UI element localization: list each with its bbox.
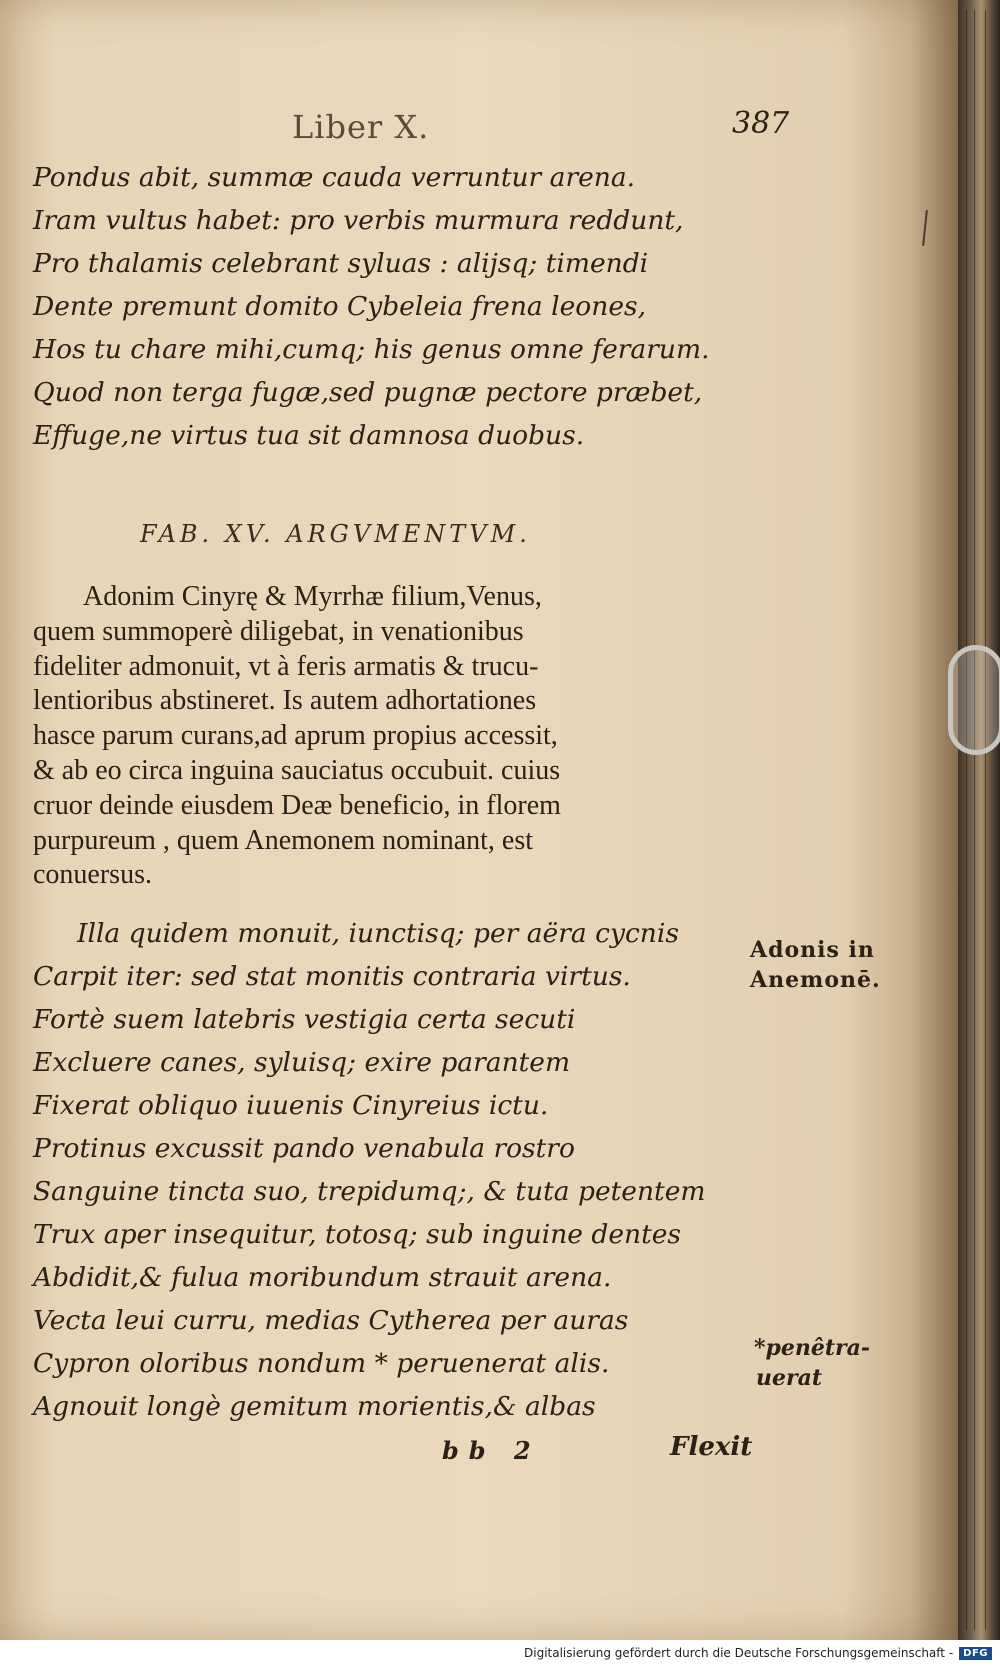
- verse-line: Pondus abit, summæ cauda verruntur arena.: [33, 162, 636, 193]
- argument-paragraph: [33, 580, 743, 893]
- page-clip: [948, 645, 1000, 755]
- verse-line: Fixerat obliquo iuuenis Cinyreius ictu.: [33, 1090, 549, 1121]
- edge-line: [985, 10, 986, 1630]
- prose-line: & ab eo circa inguina sauciatus occubuit. cuius: [33, 754, 561, 786]
- verse-line: Hos tu chare mihi,cumq; his genus omne ferarum.: [33, 334, 710, 365]
- verse-block-top: [33, 156, 733, 457]
- prose-line: hasce parum curans,ad aprum propius accessit,: [33, 720, 558, 752]
- fable-heading: FAB. XV. ARGVMENTVM.: [140, 520, 531, 548]
- verse-line: Excluere canes, syluisq; exire parantem: [33, 1047, 571, 1078]
- edge-line: [966, 10, 967, 1630]
- marginal-note-line: Adonis in: [750, 937, 875, 963]
- credit-text: Digitalisierung gefördert durch die Deutsche Forschungsgemeinschaft -: [524, 1646, 954, 1660]
- verse-line: Vecta leui curru, medias Cytherea per auras: [33, 1305, 629, 1336]
- verse-line: Carpit iter: sed stat monitis contraria virtus.: [33, 961, 631, 992]
- marginal-note-line: *penêtra-: [754, 1335, 871, 1361]
- marginal-note-line: Anemonē.: [750, 967, 881, 993]
- prose-line: Adonim Cinyrę & Myrrhæ filium,Venus,: [83, 581, 542, 612]
- page-number: 387: [732, 106, 790, 141]
- verse-line: Iram vultus habet: pro verbis murmura reddunt,: [33, 205, 684, 236]
- verse-line: Fortè suem latebris vestigia certa secuti: [33, 1004, 576, 1035]
- prose-line: cruor deinde eiusdem Deæ beneficio, in florem: [33, 789, 561, 821]
- verse-line: Effuge,ne virtus tua sit damnosa duobus.: [33, 420, 585, 451]
- prose-line: conuersus.: [33, 859, 152, 891]
- catchword: Flexit: [670, 1432, 753, 1462]
- verse-line: Protinus excussit pando venabula rostro: [33, 1133, 575, 1164]
- funding-credit: [524, 1646, 992, 1660]
- prose-line: purpureum , quem Anemonem nominant, est: [33, 824, 534, 856]
- marginal-note-penetrauerat: [754, 1333, 870, 1393]
- verse-line: Sanguine tincta suo, trepidumq;, & tuta petentem: [33, 1176, 706, 1207]
- edge-line: [974, 10, 975, 1630]
- dfg-logo-icon: DFG: [959, 1647, 992, 1660]
- verse-line: Trux aper insequitur, totosq; sub inguine dentes: [33, 1219, 682, 1250]
- book-fore-edge: [958, 0, 1000, 1640]
- page-header: [292, 106, 790, 148]
- verse-block-bottom: [33, 912, 733, 1428]
- verse-line: Abdidit,& fulua moribundum strauit arena.: [33, 1262, 612, 1293]
- prose-line: quem summoperè diligebat, in venationibus: [33, 615, 524, 647]
- marginal-note-line: uerat: [756, 1365, 822, 1391]
- verse-line: Quod non terga fugæ,sed pugnæ pectore præbet,: [33, 377, 703, 408]
- verse-line: Dente premunt domito Cybeleia frena leones,: [33, 291, 647, 322]
- verse-line: Cypron oloribus nondum * peruenerat alis.: [33, 1348, 610, 1379]
- prose-line: lentioribus abstineret. Is autem adhortationes: [33, 685, 537, 717]
- verse-line: Pro thalamis celebrant syluas : alijsq; timendi: [33, 248, 649, 279]
- verse-line: Illa quidem monuit, iunctisq; per aëra cycnis: [77, 918, 679, 949]
- running-title: Liber X.: [292, 108, 430, 146]
- ink-mark: [922, 210, 928, 246]
- prose-line: fideliter admonuit, vt à feris armatis & trucu-: [33, 650, 539, 682]
- signature-mark: bb 2: [442, 1436, 541, 1465]
- verse-line: Agnouit longè gemitum morientis,& albas: [33, 1391, 596, 1422]
- marginal-note-adonis: [750, 935, 881, 995]
